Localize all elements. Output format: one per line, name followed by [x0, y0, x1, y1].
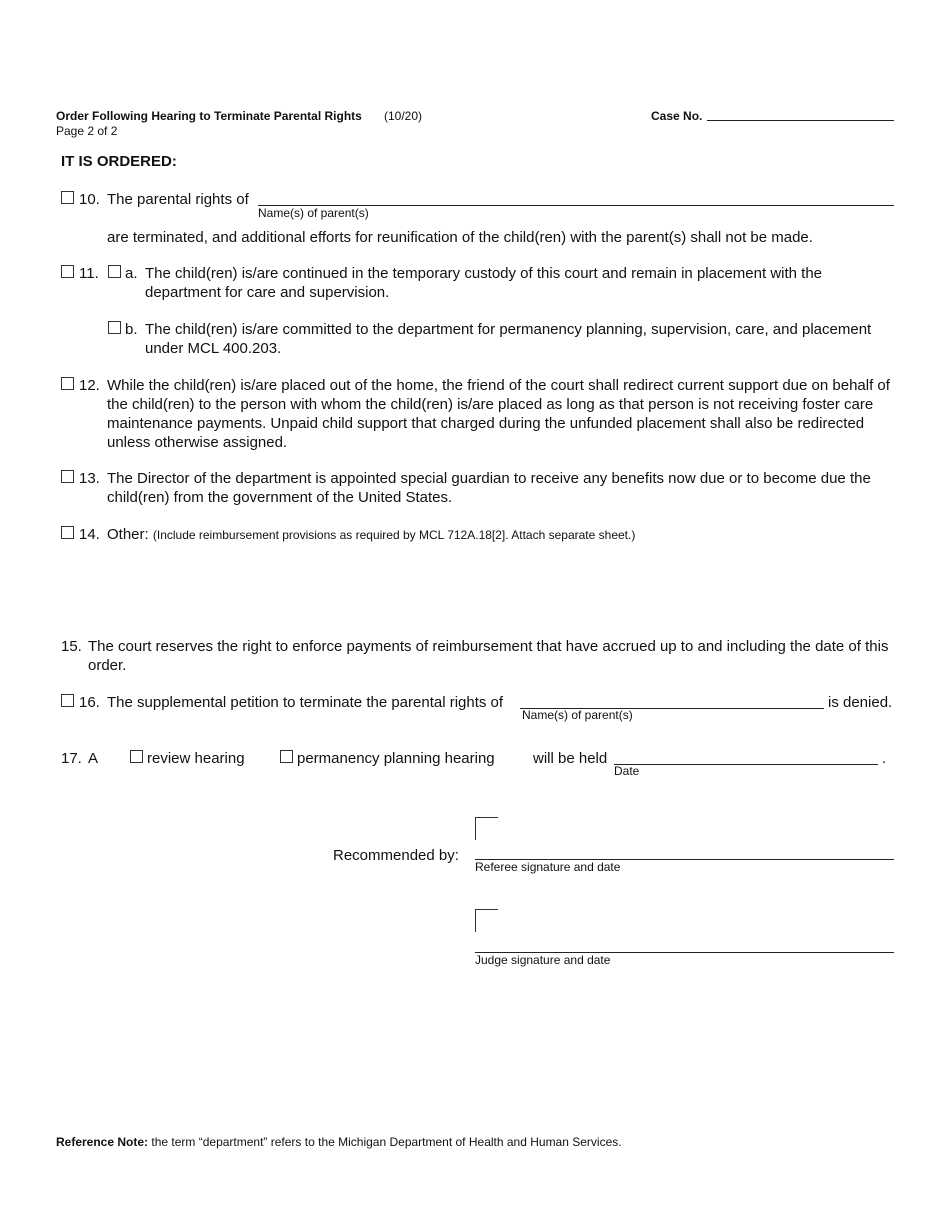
permanency-hearing-checkbox[interactable] [280, 750, 293, 763]
hearing-date-field[interactable] [614, 764, 878, 765]
judge-signature-corner-mark [475, 909, 498, 932]
item13-checkbox[interactable] [61, 470, 74, 483]
item16-checkbox[interactable] [61, 694, 74, 707]
item12-text: While the child(ren) is/are placed out of the home, the friend of the court shall redirect current support due on behalf of the child(ren) to the person with whom the child(ren) is/are placed as long as that person is not receiving foster care maintenance payments. Unpaid child support that charged during the unfunded placement shall also be redirected unless otherwise assigned. [107, 377, 890, 451]
item17-a: A [88, 750, 99, 767]
item12-number: 12. [79, 377, 100, 394]
item14-checkbox[interactable] [61, 526, 74, 539]
item11b-letter: b. [125, 321, 138, 338]
case-no-label: Case No. [651, 109, 703, 123]
item12-checkbox[interactable] [61, 377, 74, 390]
item14-lead: Other: [107, 526, 149, 543]
ordered-heading: IT IS ORDERED: [61, 153, 177, 170]
item11a-checkbox[interactable] [108, 265, 121, 278]
item14-other-area[interactable] [107, 548, 894, 628]
item14-line [107, 525, 897, 545]
item11a-text: The child(ren) is/are continued in the temporary custody of this court and remain in placement with the department for care and supervision. [145, 265, 823, 301]
item13-text: The Director of the department is appointed special guardian to receive any benefits now due or to become due the child(ren) from the government of the United States. [107, 470, 871, 506]
recommended-by-label: Recommended by: [333, 847, 459, 864]
reference-note-text: the term “department” refers to the Michigan Department of Health and Human Services. [151, 1135, 622, 1149]
item10-checkbox[interactable] [61, 191, 74, 204]
item15-text: The court reserves the right to enforce payments of reimbursement that have accrued up to and including the date of this order. [88, 638, 889, 674]
form-revision: (10/20) [384, 109, 423, 123]
item14-note: (Include reimbursement provisions as required by MCL 712A.18[2]. Attach separate sheet.) [152, 528, 636, 542]
will-be-held-label: will be held [533, 750, 608, 767]
date-caption: Date [614, 764, 640, 778]
item14-number: 14. [79, 526, 100, 543]
item10-text: are terminated, and additional efforts for reunification of the child(ren) with the parent(s) shall not be made. [107, 229, 813, 246]
review-hearing-label: review hearing [147, 750, 245, 767]
item16-lead: The supplemental petition to terminate the parental rights of [107, 694, 504, 711]
item16-tail: is denied. [828, 694, 893, 711]
referee-signature-caption: Referee signature and date [475, 860, 621, 874]
item13-number: 13. [79, 470, 100, 487]
judge-signature-caption: Judge signature and date [475, 953, 611, 967]
item11a-letter: a. [125, 265, 138, 282]
item11b-checkbox[interactable] [108, 321, 121, 334]
reference-note [56, 1135, 622, 1149]
page-number: Page 2 of 2 [56, 124, 118, 138]
item11-number: 11. [79, 265, 99, 282]
item11-checkbox[interactable] [61, 265, 74, 278]
reference-note-label: Reference Note: [56, 1135, 149, 1149]
case-no-field[interactable] [707, 120, 894, 121]
item10-caption: Name(s) of parent(s) [258, 206, 369, 220]
item11b-text: The child(ren) is/are committed to the department for permanency planning, supervision, care, and placement under MCL 400.203. [145, 321, 872, 357]
item16-number: 16. [79, 694, 100, 711]
item16-caption: Name(s) of parent(s) [522, 708, 633, 722]
item15-number: 15. [61, 638, 82, 655]
item10-lead: The parental rights of [107, 191, 249, 208]
item17-period: . [882, 750, 887, 767]
referee-signature-corner-mark [475, 817, 498, 840]
review-hearing-checkbox[interactable] [130, 750, 143, 763]
item10-number: 10. [79, 191, 100, 208]
item17-number: 17. [61, 750, 82, 767]
permanency-hearing-label: permanency planning hearing [297, 750, 495, 767]
form-title: Order Following Hearing to Terminate Parental Rights [56, 109, 362, 123]
